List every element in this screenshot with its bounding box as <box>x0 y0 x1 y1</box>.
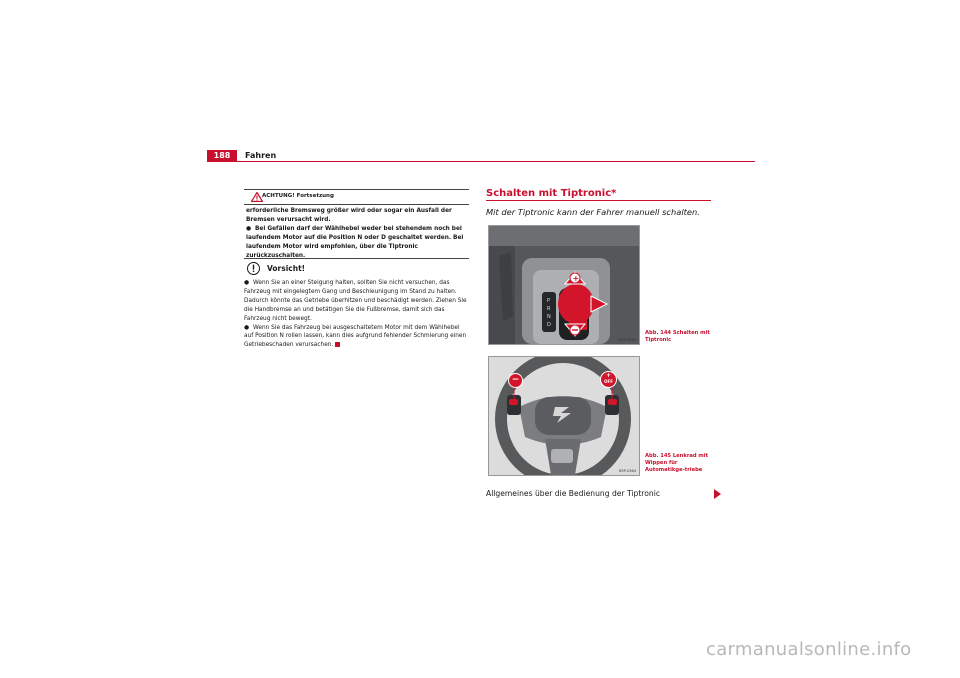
bullet-icon: ● <box>244 280 250 286</box>
bullet-icon: ● <box>246 225 252 232</box>
bullet-icon: ● <box>244 324 250 331</box>
caution-text <box>244 279 470 350</box>
warning-bullet-text: Bei Gefällen darf der Wählhebel weder bei stehendem noch bei laufendem Motor auf die Position N oder D geschaltet werden. Bei laufendem Motor wird empfohlen, über die Tiptronic zurückzuschalten. <box>246 225 464 259</box>
page-number: 188 <box>213 151 231 160</box>
off-label: OFF <box>604 379 613 384</box>
caution-bullet-1-text: Wenn Sie an einer Steigung halten, sollten Sie nicht versuchen, das Fahrzeug mit eingelegtem Gang und Beschleunigung im Stand zu halten. Dadurch könnte das Getriebe überhitzen und beschädigt werden. Ziehen Sie die Handbremse an und betätigen Sie die Fußbremse, damit sich das Fahrzeug nicht bewegt. <box>244 280 467 322</box>
end-marker-icon <box>335 342 340 347</box>
figure-code: B5P-0364 <box>619 469 636 473</box>
section-title: Schalten mit Tiptronic* <box>486 188 617 199</box>
warning-bullet <box>246 225 468 261</box>
svg-text:D: D <box>547 322 551 328</box>
header-rule <box>207 161 755 162</box>
plus-off-paddle-badge <box>600 371 617 388</box>
figure-caption-145: Abb. 145 Lenkrad mit Wippen für Automatikge-triebe <box>645 453 709 473</box>
figure-tiptronic-shifter <box>488 225 640 345</box>
figure-steering-wheel <box>488 356 640 476</box>
svg-text:P: P <box>547 298 551 304</box>
chapter-title: Fahren <box>245 151 277 160</box>
shifter-illustration <box>489 226 639 344</box>
caution-bullet-1 <box>244 279 470 324</box>
svg-text:+: + <box>572 274 580 283</box>
minus-paddle-label: − <box>508 373 523 388</box>
figure-caption-144: Abb. 144 Schalten mit Tiptronic <box>645 330 710 343</box>
figure-code: B5P-0463 <box>619 338 636 342</box>
continue-arrow-icon[interactable] <box>714 489 721 499</box>
caution-icon <box>247 262 260 275</box>
body-text: Allgemeines über die Bedienung der Tiptronic <box>486 489 660 498</box>
warning-text <box>246 207 468 260</box>
plus-paddle-label: + <box>605 372 612 379</box>
warning-line: erforderliche Bremsweg größer wird oder sogar ein Ausfall der Bremsen verursacht wird. <box>246 208 452 223</box>
watermark-text: carmanualsonline.info <box>706 639 912 660</box>
svg-text:R: R <box>547 306 551 312</box>
caution-title: Vorsicht! <box>267 264 306 273</box>
section-subtitle: Mit der Tiptronic kann der Fahrer manuell schalten. <box>486 207 700 217</box>
svg-text:N: N <box>547 314 551 320</box>
warning-title: ACHTUNG! Fortsetzung <box>262 193 334 199</box>
section-rule <box>486 200 711 201</box>
caution-bullet-2-text: Wenn Sie das Fahrzeug bei ausgeschaltetem Motor mit dem Wählhebel auf Position N rollen lassen, kann dies aufgrund fehlender Schmierung einen Getriebeschaden verursachen. <box>244 324 467 349</box>
caution-bullet-2 <box>244 324 470 351</box>
